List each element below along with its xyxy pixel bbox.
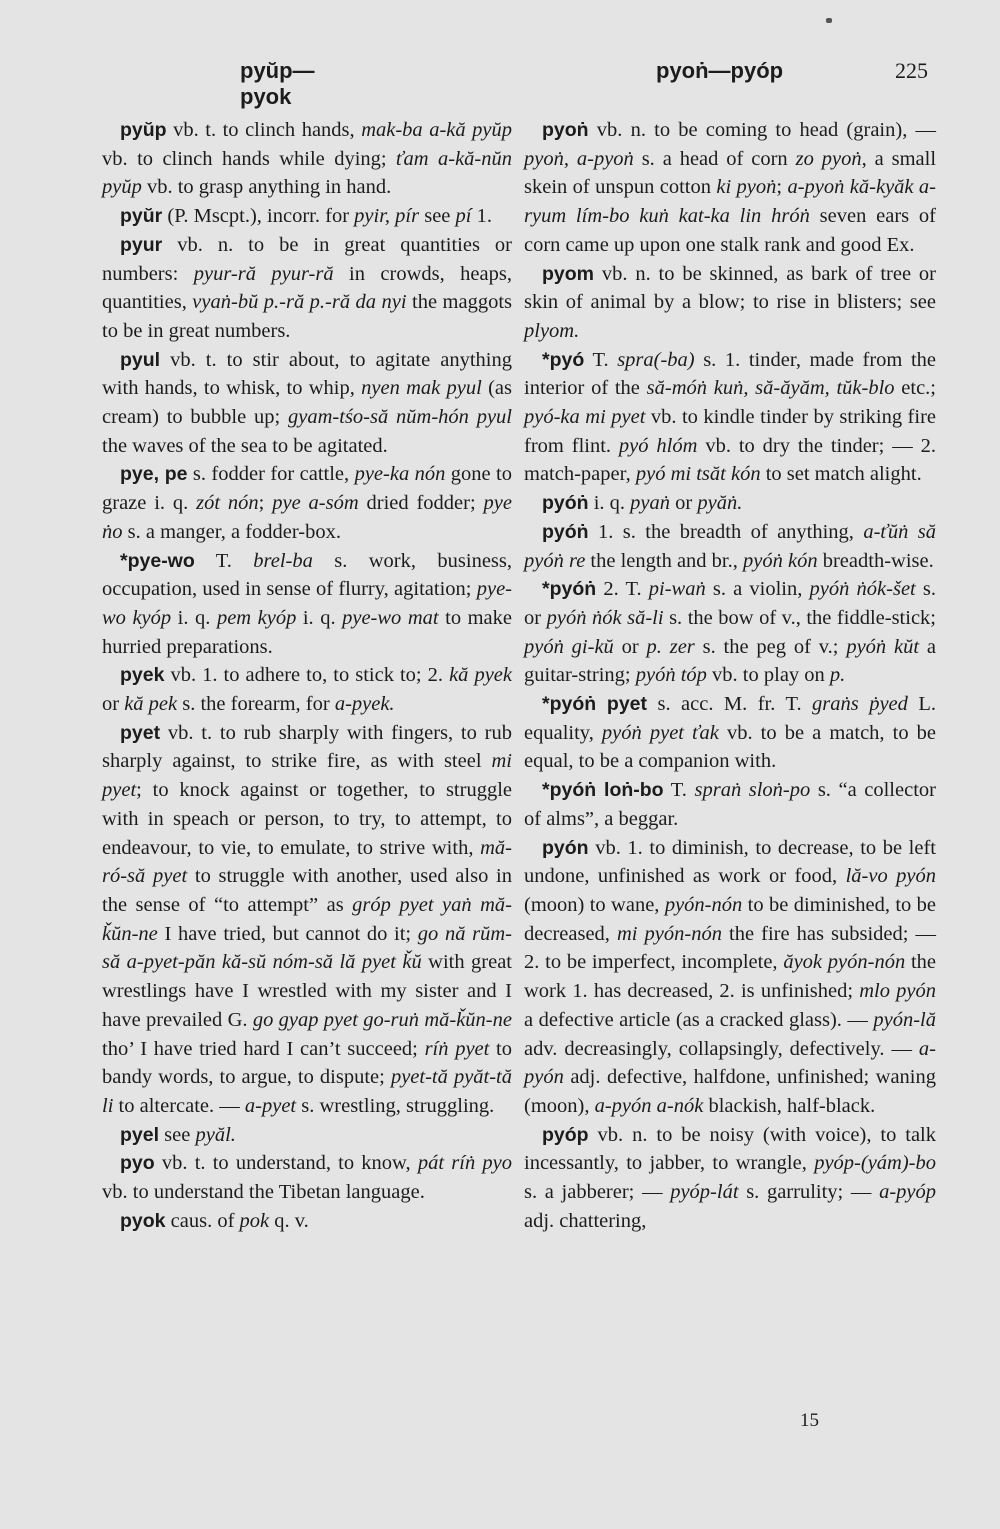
definition-text: the maggots to be in great numbers. <box>102 291 512 342</box>
definition-text: s. a violin, <box>705 578 810 601</box>
dictionary-entry <box>524 260 936 346</box>
dictionary-entry <box>102 547 512 662</box>
headword: pyóṅ <box>542 492 589 515</box>
dictionary-entry <box>102 661 512 718</box>
example-text: pyaṅ <box>630 492 671 515</box>
running-head-left: pyŭp—pyok <box>240 58 315 109</box>
example-text: pyóṅ kŭt <box>846 635 920 658</box>
example-text: ăyok pyón-nón <box>783 951 906 974</box>
example-text: pyóṅ ṅók să-li <box>546 606 664 629</box>
headword: pye, pe <box>120 463 188 486</box>
dictionary-entry <box>524 776 936 833</box>
dictionary-entry <box>102 1121 512 1150</box>
definition-text: vb. to play on <box>706 664 830 687</box>
definition-text: vb. 1. to diminish, to decrease, to be left undone, unfinished as work or food, <box>524 836 936 888</box>
definition-text: with great wrestlings have I wrestled with my sister and I have prevailed G. <box>102 951 512 1031</box>
example-text: pyóṅ gi-kŭ <box>524 635 614 658</box>
definition-text: q. v. <box>269 1209 309 1232</box>
dictionary-entry <box>102 231 512 346</box>
definition-text: s. fodder for cattle, <box>187 463 355 486</box>
definition-text: adj. chattering, <box>524 1209 647 1232</box>
definition-text: the work 1. has decreased, 2. is unfinished; <box>524 951 937 1003</box>
dictionary-entry <box>524 834 936 1121</box>
example-text: nyen mak pyul <box>361 377 482 400</box>
headword: *pyóṅ pyet <box>542 693 648 716</box>
dictionary-entry <box>524 690 936 776</box>
definition-text: s. the peg of v.; <box>694 635 847 658</box>
example-text: go gyap pyet go-ruṅ mă-ǩŭn-ne <box>252 1008 512 1031</box>
definition-text: s. the bow of v., the fiddle-stick; <box>663 606 936 629</box>
definition-text: or <box>670 492 698 515</box>
example-text: pyóṅ ṅók-šet <box>809 578 916 601</box>
page-number: 225 <box>895 58 928 83</box>
dictionary-entry <box>524 1121 936 1236</box>
example-text: pát ríṅ pyo <box>417 1152 513 1175</box>
example-text: a-pyek. <box>334 693 395 716</box>
example-text: spraṅ sloṅ-po <box>694 779 811 802</box>
definition-text: ; <box>776 176 788 199</box>
definition-text: s. a manger, a fodder-box. <box>122 520 341 543</box>
example-text: mlo pyón <box>859 980 937 1003</box>
example-text: pok <box>239 1209 270 1232</box>
example-text: brel-ba <box>253 549 313 572</box>
headword: pyel <box>120 1123 160 1146</box>
definition-text: s. a jabberer; — <box>524 1181 671 1204</box>
example-text: pye-wo mat <box>342 606 439 629</box>
headword: pyŭr <box>120 205 163 228</box>
example-text: gróp pyet yaṅ mă-ǩŭn-ne <box>102 893 512 945</box>
dictionary-entry <box>524 489 936 518</box>
right-column <box>524 116 936 1235</box>
example-text: p. zer <box>646 635 695 658</box>
example-text: pyó hlóm <box>618 434 698 457</box>
definition-text: vb. n. to be coming to head (grain), — <box>588 119 936 141</box>
definition-text: vb. t. to rub sharply with fingers, to rub sharply against, to strike fire, as with steel <box>102 721 512 773</box>
definition-text: (as cream) to bubble up; <box>102 377 512 429</box>
example-text: a-pyoṅ kă-kyăk a-ryum lím-bo kuṅ kat-ka lin hróṅ <box>524 176 936 228</box>
headword: *pyó <box>542 348 585 371</box>
headword: pyóṅ <box>542 520 589 543</box>
definition-text: vb. 1. to adhere to, to stick to; 2. <box>164 664 450 687</box>
definition-text: L. equality, <box>524 693 936 744</box>
definition-text: vb. to understand the Tibetan language. <box>102 1181 425 1204</box>
example-text: pyóp-(yám)-bo <box>814 1152 936 1175</box>
example-text: să-móṅ kuṅ, să-ăyăm, tŭk-blo <box>646 377 895 400</box>
definition-text: in crowds, heaps, quantities, <box>102 262 512 314</box>
definition-text: vb. to clinch hands while dying; <box>102 147 397 170</box>
dictionary-entry <box>524 346 936 490</box>
example-text: pyăl. <box>195 1123 236 1146</box>
example-text: pyón-lă <box>873 1008 936 1031</box>
definition-text: i. q. <box>296 606 343 629</box>
example-text: mi pyet <box>102 750 512 802</box>
dictionary-entry <box>102 1149 512 1206</box>
headword: pyok <box>120 1209 166 1232</box>
dictionary-entry <box>102 202 512 231</box>
definition-text: to bandy words, to argue, to dispute; <box>102 1037 512 1089</box>
headword: pyul <box>120 348 161 371</box>
example-text: a-ťŭṅ să pyóṅ re <box>524 520 937 572</box>
example-text: pyăṅ. <box>697 492 743 515</box>
definition-text: s. 1. tinder, made from the interior of the <box>524 348 936 400</box>
definition-text: vb. n. to be skinned, as bark of tree or skin of animal by a blow; to rise in blisters; see <box>524 262 936 314</box>
definition-text: s. or <box>524 578 936 629</box>
example-text: pí <box>455 205 472 228</box>
definition-text: adv. decreasingly, collapsingly, defectively. — <box>524 1037 919 1060</box>
example-text: vyaṅ-bŭ p.-ră p.-ră da nyi <box>192 291 407 314</box>
example-text: gyam-tśo-să nŭm-hón pyul <box>288 406 512 429</box>
headword: pyur <box>120 233 163 256</box>
example-text: pi-waṅ <box>648 578 706 601</box>
definition-text: ; <box>258 492 273 515</box>
definition-text: to set match alight. <box>760 463 922 486</box>
definition-text: gone to graze i. q. <box>102 463 512 515</box>
example-text: kă pek <box>124 693 178 716</box>
definition-text: s. “a collector of alms”, a beggar. <box>524 779 936 830</box>
example-text: kă pyek <box>449 664 512 687</box>
definition-text: breadth-wise. <box>817 549 934 572</box>
definition-text: s. acc. M. fr. T. <box>647 693 813 716</box>
example-text: mak-ba a-kă pyŭp <box>361 119 512 141</box>
example-text: ťam a-kă-nŭn pyŭp <box>102 147 512 199</box>
definition-text: i. q. <box>171 606 217 629</box>
definition-text: to struggle with another, used also in the sense of “to attempt” as <box>102 865 512 916</box>
definition-text: vb. to be a match, to be equal, to be a companion with. <box>524 721 936 773</box>
headword: pyo <box>120 1152 155 1175</box>
definition-text: see <box>159 1123 196 1146</box>
definition-text: the fire has subsided; — 2. to be imperfect, incomplete, <box>524 922 936 974</box>
example-text: pye-ka nón <box>354 463 446 486</box>
example-text: graṅs ṗyed <box>812 693 908 716</box>
definition-text: ; to knock against or together, to struggle with in speach or person, to try, to attempt, to endeavour, to vie, to emulate, to strive with, <box>102 779 512 859</box>
definition-text: seven ears of corn came up upon one stalk rank and good Ex. <box>524 205 936 256</box>
signature-mark: 15 <box>800 1410 819 1431</box>
headword: *pye-wo <box>120 549 195 572</box>
example-text: go nă rŭm-să a-pyet-păn kă-sŭ nóm-să lă pyet ǩŭ <box>102 922 512 974</box>
example-text: pyir, pír <box>354 205 420 228</box>
definition-text: I have tried, but cannot do it; <box>157 922 418 945</box>
definition-text: s. garrulity; — <box>738 1181 880 1204</box>
example-text: pyó mi tsăt kón <box>635 463 761 486</box>
example-text: p. <box>829 664 846 687</box>
definition-text: or <box>102 693 125 716</box>
headword: pyoṅ <box>542 119 589 141</box>
definition-text: or <box>613 635 647 658</box>
dictionary-entry <box>102 460 512 546</box>
headword: pyom <box>542 262 595 285</box>
definition-text: to make hurried preparations. <box>102 606 512 658</box>
example-text: a-pyón <box>524 1037 936 1089</box>
example-text: pyoṅ, a-pyoṅ <box>524 147 634 170</box>
headword: pyek <box>120 664 165 687</box>
headword: *pyóṅ <box>542 578 597 601</box>
definition-text: T. <box>663 779 695 802</box>
definition-text: , a small skein of unspun cotton <box>524 147 937 199</box>
definition-text: s. a head of corn <box>633 147 796 170</box>
example-text: mă-ró-să pyet <box>102 836 512 888</box>
example-text: zót nón <box>196 492 259 515</box>
left-column <box>102 116 512 1235</box>
definition-text: tho’ I have tried hard I can’t succeed; <box>102 1037 425 1060</box>
definition-text: a defective article (as a cracked glass). — <box>524 1008 874 1031</box>
definition-text: s. wrestling, struggling. <box>296 1094 495 1117</box>
definition-text: vb. to dry the tinder; — 2. match-paper, <box>524 434 936 486</box>
definition-text: adj. defective, halfdone, unfinished; waning (moon), <box>524 1066 936 1117</box>
definition-text: a guitar-string; <box>524 635 936 687</box>
example-text: pyóp-lát <box>670 1181 739 1204</box>
example-text: pyur-ră pyur-ră <box>193 262 334 285</box>
running-head-right: pyoṅ—pyóp <box>656 58 784 83</box>
dictionary-entry <box>102 346 512 461</box>
headword: pyón <box>542 836 589 859</box>
definition-text: s. the forearm, for <box>177 693 335 716</box>
definition-text: to be diminished, to be decreased, <box>524 893 937 945</box>
definition-text: s. work, business, occupation, used in sense of flurry, agitation; <box>102 549 512 601</box>
definition-text: caus. of <box>165 1209 240 1232</box>
definition-text: dried fodder; <box>358 492 484 515</box>
definition-text: to altercate. — <box>113 1094 245 1117</box>
definition-text: the waves of the sea to be agitated. <box>102 434 388 457</box>
example-text: spra(-ba) <box>617 348 695 371</box>
dictionary-entry <box>524 116 936 260</box>
headword: *pyóṅ loṅ-bo <box>542 779 664 802</box>
example-text: pyón-nón <box>664 893 743 916</box>
example-text: pyóṅ tóp <box>635 664 707 687</box>
definition-text: vb. to kindle tinder by striking fire from flint. <box>524 406 936 457</box>
example-text: plyom. <box>524 319 580 342</box>
example-text: a-pyón a-nók <box>594 1094 704 1117</box>
headword: pyŭp <box>120 119 167 141</box>
example-text: ríṅ pyet <box>424 1037 490 1060</box>
definition-text: vb. t. to stir about, to agitate anything with hands, to whisk, to whip, <box>102 348 512 400</box>
definition-text: T. <box>194 549 254 572</box>
definition-text: see <box>419 205 456 228</box>
ink-speck <box>826 18 832 23</box>
example-text: pye-wo kyóp <box>102 578 512 629</box>
dictionary-entry <box>102 116 512 202</box>
example-text: pyóṅ pyet ťak <box>601 721 719 744</box>
dictionary-entry <box>102 719 512 1121</box>
definition-text: i. q. <box>588 492 631 515</box>
definition-text: (P. Mscpt.), incorr. for <box>162 205 355 228</box>
definition-text: blackish, half-black. <box>703 1094 876 1117</box>
definition-text: T. <box>584 348 618 371</box>
example-text: pye ṅo <box>102 492 512 543</box>
example-text: a-pyet <box>244 1094 297 1117</box>
dictionary-entry <box>524 518 936 575</box>
example-text: a-pyóp <box>879 1181 937 1204</box>
definition-text: 1. s. the breadth of anything, <box>588 520 864 543</box>
headword: pyet <box>120 721 161 744</box>
example-text: pye a-sóm <box>272 492 359 515</box>
definition-text: 2. T. <box>596 578 649 601</box>
definition-text: vb. n. to be noisy (with voice), to talk incessantly, to jabber, to wrangle, <box>524 1123 936 1175</box>
headword: pyóp <box>542 1123 589 1146</box>
definition-text: (moon) to wane, <box>524 893 665 916</box>
definition-text: vb. t. to understand, to know, <box>154 1152 418 1175</box>
dictionary-entry <box>102 1207 512 1236</box>
example-text: ki pyoṅ <box>716 176 777 199</box>
definition-text: 1. <box>471 205 492 228</box>
example-text: zo pyoṅ <box>795 147 862 170</box>
definition-text: the length and br., <box>585 549 744 572</box>
definition-text: etc.; <box>894 377 937 400</box>
example-text: pyet-tă pyăt-tă li <box>102 1066 513 1117</box>
example-text: pem kyóp <box>216 606 297 629</box>
example-text: pyóṅ kón <box>743 549 818 572</box>
example-text: mi pyón-nón <box>616 922 722 945</box>
example-text: lă-vo pyón <box>845 865 936 888</box>
definition-text: vb. n. to be in great quantities or numbers: <box>102 233 512 285</box>
example-text: pyó-ka mi pyet <box>524 406 646 429</box>
definition-text: vb. t. to clinch hands, <box>166 119 362 141</box>
definition-text: vb. to grasp anything in hand. <box>141 176 392 199</box>
dictionary-entry <box>524 575 936 690</box>
